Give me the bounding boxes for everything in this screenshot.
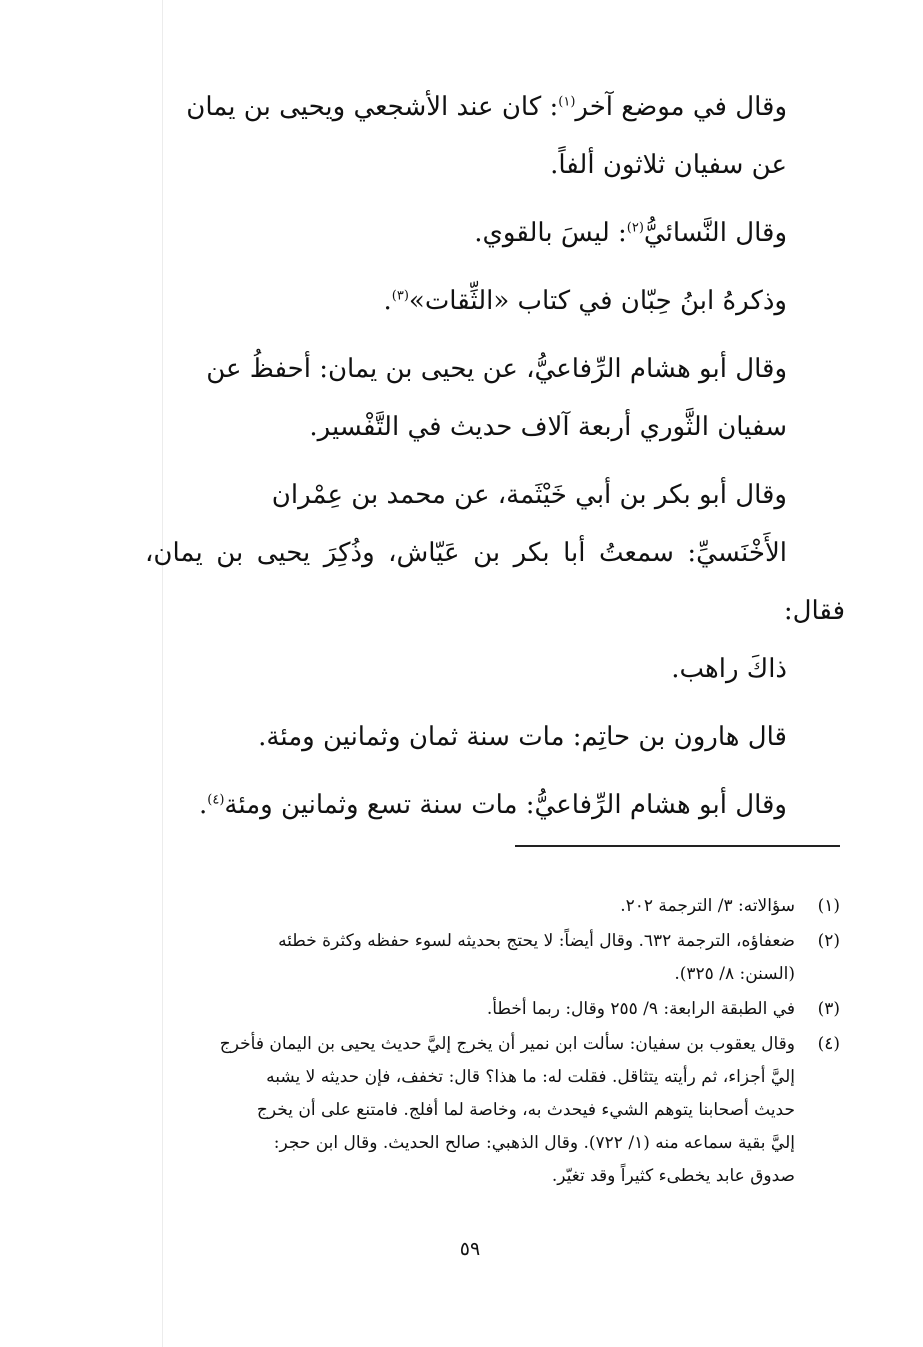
- paragraph-4: [145, 340, 845, 456]
- paragraph-6: [145, 708, 845, 766]
- footnotes-section: [120, 890, 840, 1195]
- footnote-line: في الطبقة الرابعة: ٩/ ٢٥٥ وقال: ربما أخطأ.: [486, 999, 795, 1019]
- footnote-text: [120, 890, 795, 923]
- footnote-line: وقال يعقوب بن سفيان: سألت ابن نمير أن يخرج إليَّ حديث يحيى بن اليمان فأخرج: [219, 1034, 795, 1054]
- paragraph-7: [145, 776, 845, 834]
- paragraph-1: [145, 78, 845, 194]
- paragraph-1-line-1: [145, 78, 845, 136]
- text-segment: .: [383, 286, 392, 316]
- text-segment: : كان عند الأشجعي ويحيى بن يمان: [186, 92, 559, 122]
- text-segment: قال هارون بن حاتِم: مات سنة ثمان وثمانين ومئة.: [258, 722, 787, 752]
- footnote-line: إليَّ أجزاء، ثم رأيته يتثاقل. فقلت له: ما هذا؟ قال: تخفف، فإن حديثه لا يشبه: [266, 1067, 795, 1087]
- footnote-ref-1[interactable]: (١): [558, 94, 576, 110]
- page-number: ٥٩: [459, 1238, 481, 1260]
- footnote-text: [120, 993, 795, 1026]
- text-segment: : ليسَ بالقوي.: [474, 218, 627, 248]
- paragraph-5-line-3: ذاكَ راهب.: [671, 654, 787, 684]
- text-segment: وقال في موضع آخر: [575, 92, 787, 122]
- footnote-ref-4[interactable]: (٤): [207, 792, 225, 808]
- footnote-line: ضعفاؤه، الترجمة ٦٣٢. وقال أيضاً: لا يحتج بحديثه لسوء حفظه وكثرة خطئه: [278, 931, 795, 951]
- footnote-line: إليَّ بقية سماعه منه (١/ ٧٢٢). وقال الذهبي: صالح الحديث. وقال ابن حجر:: [273, 1133, 795, 1153]
- text-segment: وذكرهُ ابنُ حِبّان في كتاب «الثِّقات»: [408, 286, 787, 316]
- footnote-3: [120, 993, 840, 1026]
- main-text-block: [145, 78, 845, 834]
- paragraph-4-line-1: وقال أبو هشام الرِّفاعيُّ، عن يحيى بن يمان: أحفظُ عن: [206, 354, 787, 384]
- paragraph-3: [145, 272, 845, 330]
- footnote-text: [120, 1028, 795, 1193]
- paragraph-5-line-2: الأَخْنَسيِّ: سمعتُ أبا بكر بن عَيّاش، وذُكِرَ يحيى بن يمان، فقال:: [145, 538, 845, 626]
- paragraph-5-line-1: وقال أبو بكر بن أبي خَيْثَمة، عن محمد بن عِمْران: [271, 480, 787, 510]
- footnote-line: صدوق عابد يخطىء كثيراً وقد تغيّر.: [551, 1166, 795, 1186]
- footnote-number: (١): [817, 896, 840, 916]
- paragraph-4-line-2: سفيان الثَّوري أربعة آلاف حديث في التَّفْسير.: [309, 412, 787, 442]
- paragraph-5: [145, 466, 845, 698]
- footnote-2: [120, 925, 840, 991]
- text-segment: .: [199, 790, 208, 820]
- text-segment: وقال أبو هشام الرِّفاعيُّ: مات سنة تسع وثمانين ومئة: [224, 790, 787, 820]
- footnote-number: (٤): [817, 1034, 840, 1054]
- footnote-ref-3[interactable]: (٣): [391, 288, 409, 304]
- footnote-line: (السنن: ٨/ ٣٢٥).: [674, 964, 795, 984]
- footnote-4: [120, 1028, 840, 1193]
- footnote-separator: [515, 845, 840, 847]
- footnote-text: [120, 925, 795, 991]
- footnote-ref-2[interactable]: (٢): [626, 220, 644, 236]
- footnote-1: [120, 890, 840, 923]
- footnote-number: (٢): [817, 931, 840, 951]
- footnote-line: حديث أصحابنا يتوهم الشيء فيحدث به، وخاصة لما أفلج. فامتنع على أن يخرج: [256, 1100, 795, 1120]
- footnote-line: سؤالاته: ٣/ الترجمة ٢٠٢.: [620, 896, 795, 916]
- footnote-number: (٣): [817, 999, 840, 1019]
- paragraph-2: [145, 204, 845, 262]
- text-segment: وقال النَّسائيُّ: [643, 218, 787, 248]
- paragraph-1-line-2: عن سفيان ثلاثون ألفاً.: [550, 150, 787, 180]
